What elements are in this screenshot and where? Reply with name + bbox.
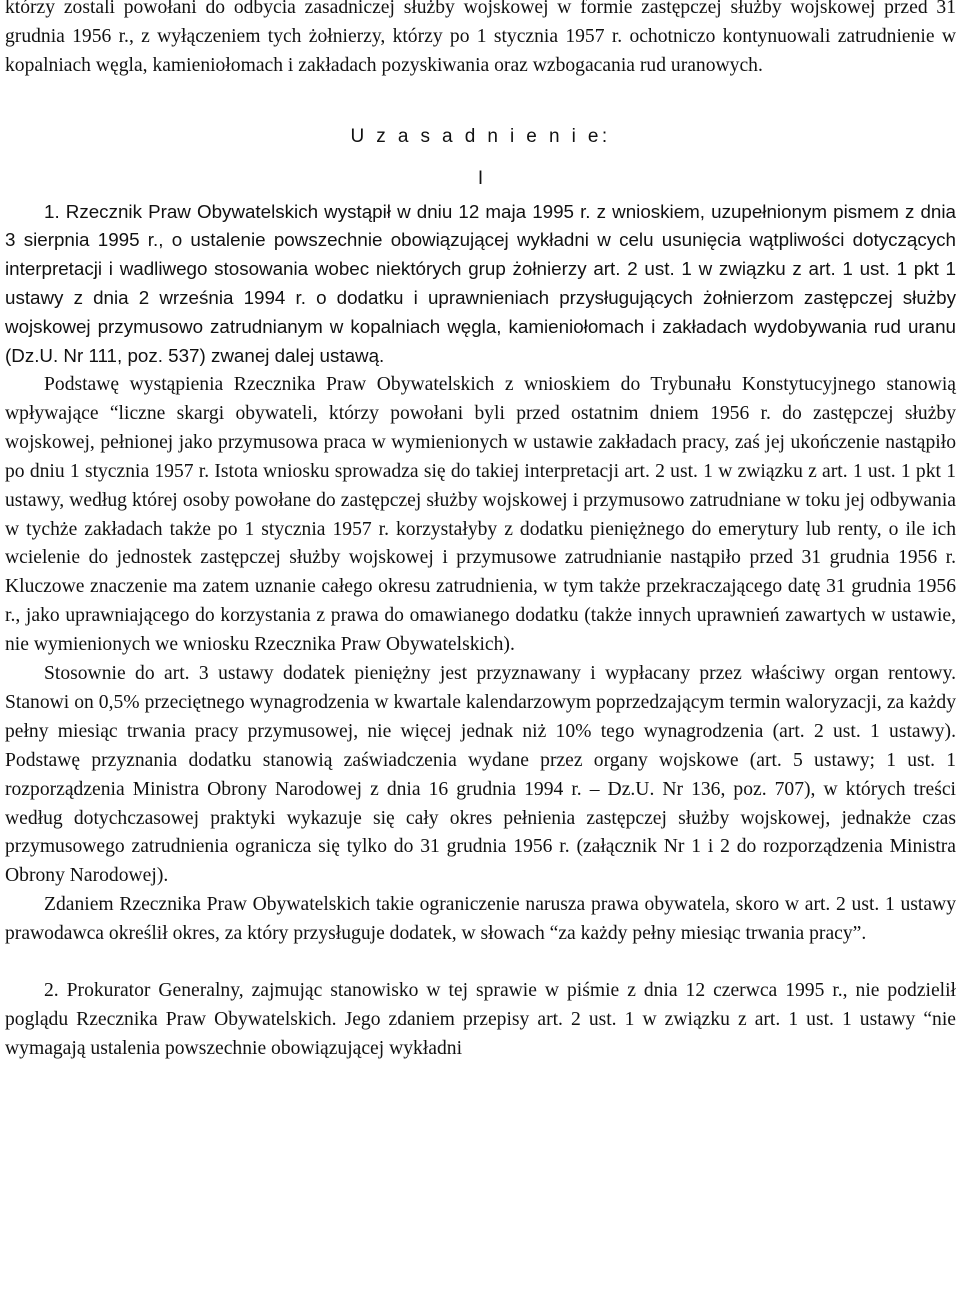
intro-paragraph: którzy zostali powołani do odbycia zasadniczej służby wojskowej w formie zastępczej służby wojskowej przed 31 grudnia 1956 r., z wyłączeniem tych żołnierzy, którzy po 1 stycznia 1957 r. ochotniczo kontynuowali zatrudnienie w kopalniach węgla, kamieniołomach i zakładach pozyskiwania oraz wzbogacania rud uranowych. [5,0,956,76]
spacer [5,949,956,977]
point-2-paragraph: 2. Prokurator Generalny, zajmując stanowisko w tej sprawie w piśmie z dnia 12 czerwca 1995 r., nie podzielił poglądu Rzecznika Praw Obywatelskich. Jego zdaniem przepisy art. 2 ust. 1 w związku z art. 1 ust. 1 ustawy “nie wymagają ustalenia powszechnie obowiązującej wykładni [5,980,956,1059]
spacer [5,152,956,165]
section-heading: U z a s a d n i e n i e: [350,125,611,147]
spacer [5,81,956,123]
section-roman-numeral: I [477,167,484,189]
opinion-paragraph: Zdaniem Rzecznika Praw Obywatelskich takie ograniczenie narusza prawa obywatela, skoro w art. 2 ust. 1 ustawy prawodawca określił okres, za który przysługuje dodatek, w słowach “za każdy pełny miesiąc trwania pracy”. [5,894,956,945]
point-1-paragraph: 1. Rzecznik Praw Obywatelskich wystąpił w dniu 12 maja 1995 r. z wnioskiem, uzupełnionym pismem z dnia 3 sierpnia 1995 r., o ustalenie powszechnie obowiązującej wykładni w celu usunięcia wątpliwości dotyczących interpretacji i wadliwego stosowania wobec niektórych grup żołnierzy art. 2 ust. 1 w związku z art. 1 ust. 1 pkt 1 ustawy z dnia 2 września 1994 r. o dodatku i uprawnieniach przysługujących żołnierzom zastępczej służby wojskowej przymusowo zatrudnianym w kopalniach węgla, kamieniołomach i zakładach wydobywania rud uranu (Dz.U. Nr 111, poz. 537) zwanej dalej ustawą. [5,200,956,367]
basis-paragraph: Podstawę wystąpienia Rzecznika Praw Obywatelskich z wnioskiem do Trybunału Konstytucyjnego stanowią wpływające “liczne skargi obywateli, którzy powołani byli przed ostatnim dniem 1956 r. do zastępczej służby wojskowej, pełnionej jako przymusowa praca w wymienionych w ustawie zakładach pracy, zaś jej ukończenie nastąpiło po dniu 1 stycznia 1957 r. Istota wniosku sprowadza się do takiej interpretacji art. 2 ust. 1 w związku z art. 1 ust. 1 pkt 1 ustawy, według której osoby powołane do zastępczej służby wojskowej i przymusowo zatrudniane w toku jej odbywania w tychże zakładach także po 1 stycznia 1957 r. korzystałyby z dodatku pieniężnego do emerytury lub renty, o ile ich wcielenie do jednostek zastępczej służby wojskowej i przymusowe zatrudnianie nastąpiło przed 31 grudnia 1956 r. Kluczowe znaczenie ma zatem uznanie całego okresu zatrudnienia, w tym także przekraczającego datę 31 grudnia 1956 r., jako uprawniającego do korzystania z prawa do omawianego dodatku (także innych uprawnień zawartych w ustawie, nie wymienionych we wniosku Rzecznika Praw Obywatelskich). [5,373,956,656]
article-3-paragraph: Stosownie do art. 3 ustawy dodatek pieniężny jest przyznawany i wypłacany przez właściwy organ rentowy. Stanowi on 0,5% przeciętnego wynagrodzenia w kwartale kalendarzowym poprzedzającym termin waloryzacji, za każdy pełny miesiąc trwania pracy przymusowej, nie więcej jednak niż 10% tego wynagrodzenia (art. 2 ust. 1 ustawy). Podstawę przyznania dodatku stanowią zaświadczenia wydane przez organy wojskowe (art. 5 ustawy; 1 ust. 1 rozporządzenia Ministra Obrony Narodowej z dnia 16 grudnia 1994 r. – Dz.U. Nr 136, poz. 707), w których treści według dotychczasowej praktyki wykazuje się cały okres pełnienia zastępczej służby wojskowej, jednakże czas przymusowego zatrudnienia ogranicza się tylko do 31 grudnia 1956 r. (załącznik Nr 1 i 2 do rozporządzenia Ministra Obrony Narodowej). [5,663,956,887]
